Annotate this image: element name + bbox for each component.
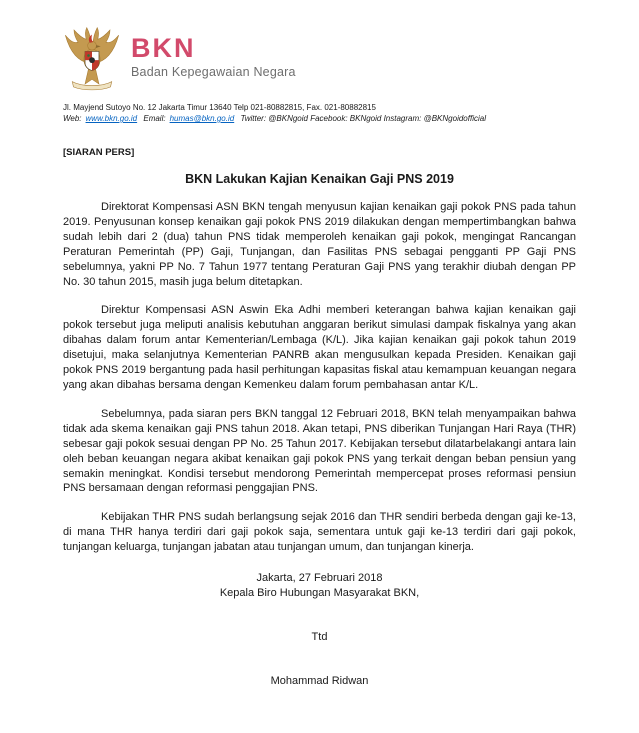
address-line: Jl. Mayjend Sutoyo No. 12 Jakarta Timur 13640 Telp 021-80882815, Fax. 021-80882815 [63, 103, 376, 112]
website-link[interactable]: www.bkn.go.id [85, 114, 138, 123]
brand-text [131, 27, 296, 79]
signature-mark: Ttd [311, 631, 328, 644]
email-label: Email: [143, 114, 166, 123]
paragraph-1: Direktorat Kompensasi ASN BKN tengah menyusun kajian kenaikan gaji pokok PNS pada tahun 2019. Penyusunan konsep kenaikan gaji pokok PNS 2019 dilakukan dengan mempertimbangkan bahwa sudah lebih dari 2 (dua) tahun PNS tidak memperoleh kenaikan gaji pokok, mengingat Rancangan Peraturan Pemerintah (PP) Gaji, Tunjangan, dan Fasilitas PNS sebagai pengganti PP Gaji PNS sebelumnya, yakni PP No. 7 Tahun 1977 tentang Peraturan Gaji PNS yang terakhir diubah dengan PP No. 30 tahun 2015, masih juga belum ditetapkan. [63, 201, 576, 288]
signer-name: Mohammad Ridwan [270, 675, 369, 688]
garuda-pancasila-logo-icon [63, 27, 121, 91]
document-title: BKN Lakukan Kajian Kenaikan Gaji PNS 2019 [185, 172, 454, 186]
contact-block [63, 102, 576, 124]
brand-full-name: Badan Kepegawaian Negara [131, 65, 296, 79]
signature-block [63, 571, 576, 689]
email-link[interactable]: humas@bkn.go.id [169, 114, 235, 123]
paragraph-2: Direktur Kompensasi ASN Aswin Eka Adhi memberi keterangan bahwa kajian kenaikan gaji pokok tersebut juga meliputi analisis kebutuhan anggaran berikut simulasi dampak fiskalnya yang akan dibahas dalam forum antar Kementerian/Lembaga (K/L). Jika kajian kenaikan gaji pokok tahun 2019 disetujui, maka selanjutnya Kementerian PANRB akan mengusulkan kepada Presiden. Kenaikan gaji pokok PNS 2019 bergantung pada hasil perhitungan kapasitas fiskal atau kemampuan keuangan negara yang akan dibahas bersama dengan Kemenkeu dalam forum pembahasan antar K/L. [63, 304, 576, 391]
social-handles: Twitter: @BKNgoid Facebook: BKNgoid Instagram: @BKNgoidofficial [240, 114, 486, 123]
letterhead [63, 27, 576, 91]
web-label: Web: [63, 114, 82, 123]
press-release-kicker: [SIARAN PERS] [63, 147, 135, 158]
document-body [63, 200, 576, 555]
paragraph-3: Sebelumnya, pada siaran pers BKN tanggal 12 Februari 2018, BKN telah menyampaikan bahwa tidak ada skema kenaikan gaji PNS tahun 2018. Akan tetapi, PNS diberikan Tunjangan Hari Raya (THR) sebesar gaji pokok sesuai dengan PP No. 25 Tahun 2017. Kebijakan tersebut dilatarbelakangi antara lain oleh beban keuangan negara akibat kenaikan gaji pokok PNS yang terkait dengan beban pensiun yang semakin meningkat. Kondisi tersebut mendorong Pemerintah mempercepat proses reformasi pensiun PNS bersamaan dengan reformasi penggajian PNS. [63, 407, 576, 495]
place-date: Jakarta, 27 Februari 2018 [256, 572, 383, 585]
contact-links-line [63, 113, 576, 124]
brand-abbreviation: BKN [131, 33, 196, 63]
paragraph-4: Kebijakan THR PNS sudah berlangsung sejak 2016 dan THR sendiri berbeda dengan gaji ke-13, di mana THR hanya terdiri dari gaji pokok saja, sementara untuk gaji ke-13 terdiri dari gaji pokok, tunjangan keluarga, tunjangan jabatan atau tunjangan umum, dan tunjangan kinerja. [63, 511, 576, 554]
signer-title: Kepala Biro Hubungan Masyarakat BKN, [219, 587, 420, 600]
